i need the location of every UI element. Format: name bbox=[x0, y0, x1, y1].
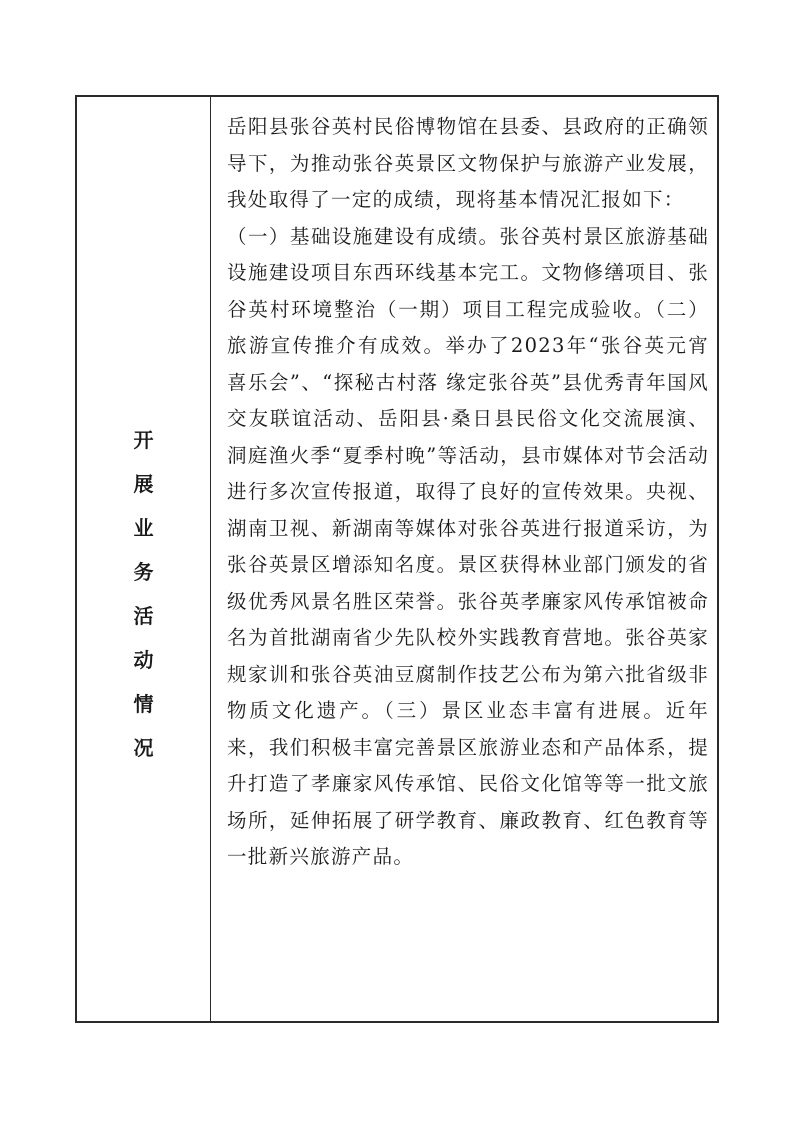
intro-paragraph: 岳阳县张谷英村民俗博物馆在县委、县政府的正确领导下，为推动张谷英景区文物保护与旅游产业发展，我处取得了一定的成绩，现将基本情况汇报如下： bbox=[227, 115, 709, 211]
section-label-char: 况 bbox=[133, 736, 154, 760]
report-body bbox=[227, 109, 709, 876]
section-label-char: 业 bbox=[133, 516, 154, 540]
section-label-char: 活 bbox=[133, 604, 154, 628]
report-table bbox=[75, 95, 719, 1023]
section-label-char: 务 bbox=[133, 560, 154, 584]
details-paragraph: （一）基础设施建设有成绩。张谷英村景区旅游基础设施建设项目东西环线基本完工。文物修缮项目、张谷英村环境整治（一期）项目工程完成验收。（二）旅游宣传推介有成效。举办了2023年“张谷英元宵喜乐会”、“探秘古村落 缘定张谷英”县优秀青年国风交友联谊活动、岳阳县·桑日县民俗文化交流展演、洞庭渔火季“夏季村晚”等活动，县市媒体对节会活动进行多次宣传报道，取得了良好的宣传效果。央视、湖南卫视、新湖南等媒体对张谷英进行报道采访，为张谷英景区增添知名度。景区获得林业部门颁发的省级优秀风景名胜区荣誉。张谷英孝廉家风传承馆被命名为首批湖南省少先队校外实践教育营地。张谷英家规家训和张谷英油豆腐制作技艺公布为第六批省级非物质文化遗产。（三）景区业态丰富有进展。近年来，我们积极丰富完善景区旅游业态和产品体系，提升打造了孝廉家风传承馆、民俗文化馆等等一批文旅场所，延伸拓展了研学教育、廉政教育、红色教育等一批新兴旅游产品。 bbox=[227, 224, 709, 868]
section-label-char: 开 bbox=[133, 428, 154, 452]
section-label-cell bbox=[77, 97, 211, 1021]
content-cell bbox=[211, 97, 717, 1021]
section-label-char: 展 bbox=[133, 472, 154, 496]
section-label-char: 动 bbox=[133, 648, 154, 672]
section-label-char: 情 bbox=[133, 692, 154, 716]
section-label bbox=[134, 418, 154, 770]
